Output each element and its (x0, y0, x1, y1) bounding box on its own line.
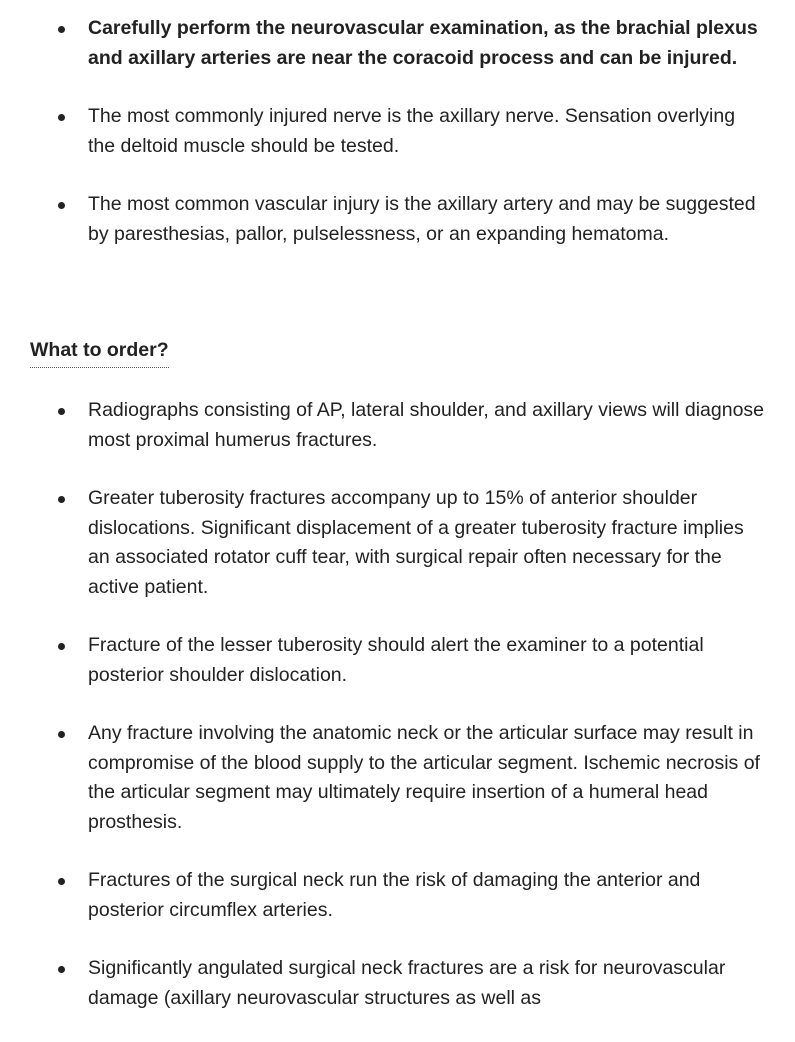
list-item-text: Fractures of the surgical neck run the risk of damaging the anterior and posterior circumflex arteries. (88, 869, 701, 921)
list-item-text: Fracture of the lesser tuberosity should alert the examiner to a potential posterior shoulder dislocation. (88, 634, 704, 686)
list-item-text: Radiographs consisting of AP, lateral shoulder, and axillary views will diagnose most proximal humerus fractures. (88, 399, 765, 451)
list-item (0, 102, 795, 161)
bullet-icon (58, 966, 65, 973)
bullet-icon (58, 643, 65, 650)
list-item-text: Any fracture involving the anatomic neck or the articular surface may result in compromise of the blood supply to the articular segment. Ischemic necrosis of the articular segment may ultimately require insertion of a humeral head prosthesis. (88, 722, 760, 833)
bullet-icon (58, 731, 65, 738)
list-item-text: Carefully perform the neurovascular examination, as the brachial plexus and axillary arteries are near the coracoid process and can be injured. (88, 17, 758, 69)
list-item-text: The most common vascular injury is the axillary artery and may be suggested by paresthesias, pallor, pulselessness, or an expanding hematoma. (88, 193, 756, 245)
bullet-icon (58, 878, 65, 885)
bullet-icon (58, 496, 65, 503)
bullet-icon (58, 26, 65, 33)
list-item (0, 866, 795, 925)
bullet-icon (58, 114, 65, 121)
list-item (0, 719, 795, 837)
list-item (0, 190, 795, 249)
list-item-text: Significantly angulated surgical neck fractures are a risk for neurovascular damage (axillary neurovascular structures as well as (88, 957, 726, 1009)
neurovascular-list (0, 14, 795, 278)
bullet-icon (58, 408, 65, 415)
list-item-text: The most commonly injured nerve is the axillary nerve. Sensation overlying the deltoid muscle should be tested. (88, 105, 736, 157)
list-item-text: Greater tuberosity fractures accompany up to 15% of anterior shoulder dislocations. Significant displacement of a greater tuberosity fracture implies an associated rotator cuff tear, with surgical repair often necessary for the active patient. (88, 487, 744, 598)
list-item (0, 631, 795, 690)
what-to-order-list (0, 396, 795, 1042)
list-item (0, 396, 795, 455)
list-item (0, 484, 795, 602)
section-heading: What to order? (30, 336, 169, 368)
bullet-icon (58, 202, 65, 209)
list-item (0, 954, 795, 1013)
list-item (0, 14, 795, 73)
